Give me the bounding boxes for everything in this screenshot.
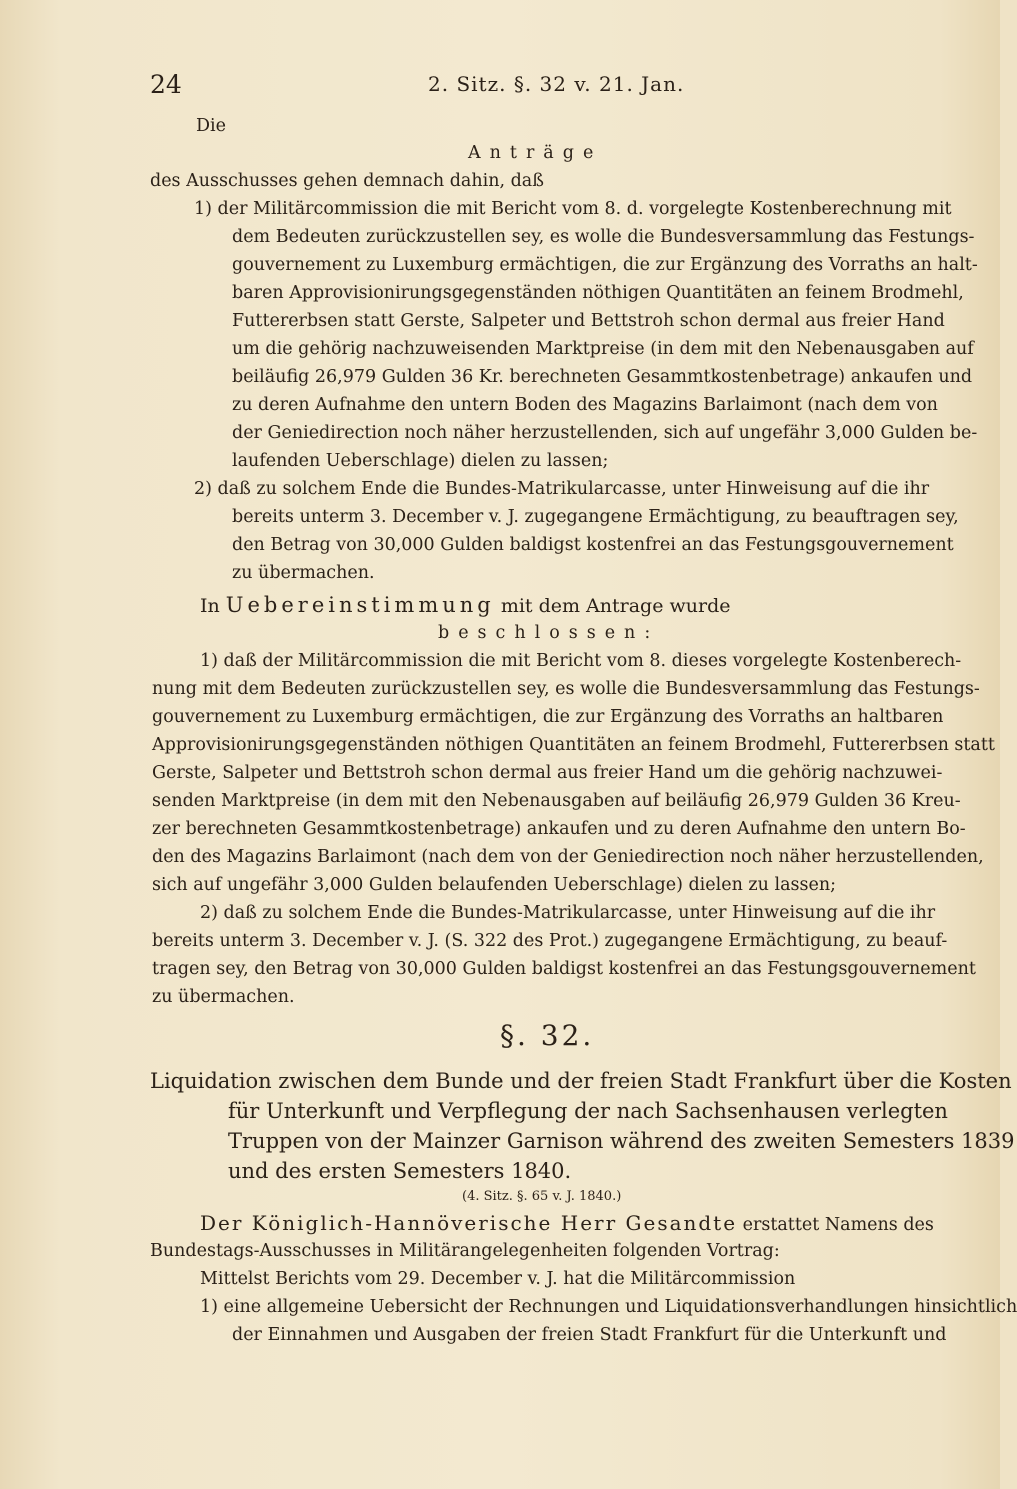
resolution-line: tragen sey, den Betrag von 30,000 Gulden baldigst kostenfrei an das Festungsgouvernement [152, 959, 976, 979]
section-title-line: Liquidation zwischen dem Bunde und der freien Stadt Frankfurt über die Kosten [150, 1069, 1012, 1093]
section-title-line: und des ersten Semesters 1840. [228, 1159, 572, 1183]
motion-line: 2) daß zu solchem Ende die Bundes-Matrikularcasse, unter Hinweisung auf die ihr [194, 479, 930, 499]
resolution-line: gouvernement zu Luxemburg ermächtigen, die zur Ergänzung des Vorraths an haltbaren [152, 707, 944, 727]
resolution-line: zu übermachen. [152, 987, 295, 1007]
section-reference: (4. Sitz. §. 65 v. J. 1840.) [462, 1189, 622, 1204]
resolution-line: Gerste, Salpeter und Bettstroh schon dermal aus freier Hand um die gehörig nachzuwei- [152, 763, 943, 783]
page-number: 24 [150, 70, 182, 99]
speaker-rest: erstattet Namens des [742, 1215, 934, 1235]
section-title-line: für Unterkunft und Verpflegung der nach Sachsenhausen verlegten [228, 1099, 948, 1123]
resolution-line: den des Magazins Barlaimont (nach dem von der Geniedirection noch näher herzustellenden, [152, 847, 984, 867]
resolution-lead-in: In [200, 595, 220, 617]
motion-line: dem Bedeuten zurückzustellen sey, es wolle die Bundesversammlung das Festungs- [232, 227, 975, 247]
motion-line: bereits unterm 3. December v. J. zugegangene Ermächtigung, zu beauftragen sey, [232, 507, 959, 527]
motion-line: beiläufig 26,979 Gulden 36 Kr. berechneten Gesammtkostenbetrage) ankaufen und [232, 367, 973, 387]
resolution-line: senden Marktpreise (in dem mit den Nebenausgaben auf beiläufig 26,979 Gulden 36 Kreu- [152, 791, 961, 811]
motion-line: 1) der Militärcommission die mit Bericht vom 8. d. vorgelegte Kostenberechnung mit [194, 199, 952, 219]
motion-line: zu deren Aufnahme den untern Boden des Magazins Barlaimont (nach dem von [232, 395, 938, 415]
motions-lead: des Ausschusses gehen demnach dahin, daß [150, 171, 544, 191]
speaker-name: Der Königlich-Hannöverische Herr Gesandte [200, 1211, 738, 1235]
section-title-line: Truppen von der Mainzer Garnison während des zweiten Semesters 1839 [228, 1129, 1015, 1153]
report-line: Bundestags-Ausschusses in Militärangelegenheiten folgenden Vortrag: [150, 1241, 780, 1261]
resolution-line: sich auf ungefähr 3,000 Gulden belaufenden Ueberschlage) dielen zu lassen; [152, 875, 836, 895]
motions-heading: Anträge [468, 143, 603, 163]
resolved-heading: beschlossen: [438, 623, 660, 643]
resolution-line: bereits unterm 3. December v. J. (S. 322 des Prot.) zugegangene Ermächtigung, zu beauf- [152, 931, 948, 951]
report-line: 1) eine allgemeine Uebersicht der Rechnungen und Liquidationsverhandlungen hinsichtlich [200, 1297, 1017, 1317]
report-line: der Einnahmen und Ausgaben der freien Stadt Frankfurt für die Unterkunft und [232, 1325, 947, 1345]
motion-line: zu übermachen. [232, 563, 375, 583]
resolution-lead-rest: mit dem Antrage wurde [500, 595, 731, 617]
motion-line: Futtererbsen statt Gerste, Salpeter und Bettstroh schon dermal aus freier Hand [232, 311, 945, 331]
motion-line: baren Approvisionirungsgegenständen nöthigen Quantitäten an feinem Brodmehl, [232, 283, 964, 303]
intro-word: Die [196, 116, 226, 136]
section-number: §. 32. [500, 1019, 595, 1052]
resolution-lead [200, 592, 730, 619]
motion-line: der Geniedirection noch näher herzustellenden, sich auf ungefähr 3,000 Gulden be- [232, 423, 978, 443]
motion-line: laufenden Ueberschlage) dielen zu lassen; [232, 451, 609, 471]
report-line: Mittelst Berichts vom 29. December v. J. hat die Militärcommission [200, 1269, 796, 1289]
resolution-lead-spaced: Uebereinstimmung [225, 593, 495, 617]
motion-line: um die gehörig nachzuweisenden Marktpreise (in dem mit den Nebenausgaben auf [232, 339, 974, 359]
resolution-line: Approvisionirungsgegenständen nöthigen Quantitäten an feinem Brodmehl, Futtererbsen statt [152, 735, 995, 755]
resolution-line: 1) daß der Militärcommission die mit Bericht vom 8. dieses vorgelegte Kostenberech- [200, 651, 962, 671]
resolution-line: 2) daß zu solchem Ende die Bundes-Matrikularcasse, unter Hinweisung auf die ihr [200, 903, 936, 923]
motion-line: den Betrag von 30,000 Gulden baldigst kostenfrei an das Festungsgouvernement [232, 535, 954, 555]
motion-line: gouvernement zu Luxemburg ermächtigen, die zur Ergänzung des Vorraths an halt- [232, 255, 978, 275]
resolution-line: nung mit dem Bedeuten zurückzustellen sey, es wolle die Bundesversammlung das Festungs- [152, 679, 980, 699]
speaker-line [200, 1208, 934, 1240]
page-header [150, 70, 850, 100]
running-title: 2. Sitz. §. 32 v. 21. Jan. [428, 72, 685, 96]
resolution-line: zer berechneten Gesammtkostenbetrage) ankaufen und zu deren Aufnahme den untern Bo- [152, 819, 966, 839]
